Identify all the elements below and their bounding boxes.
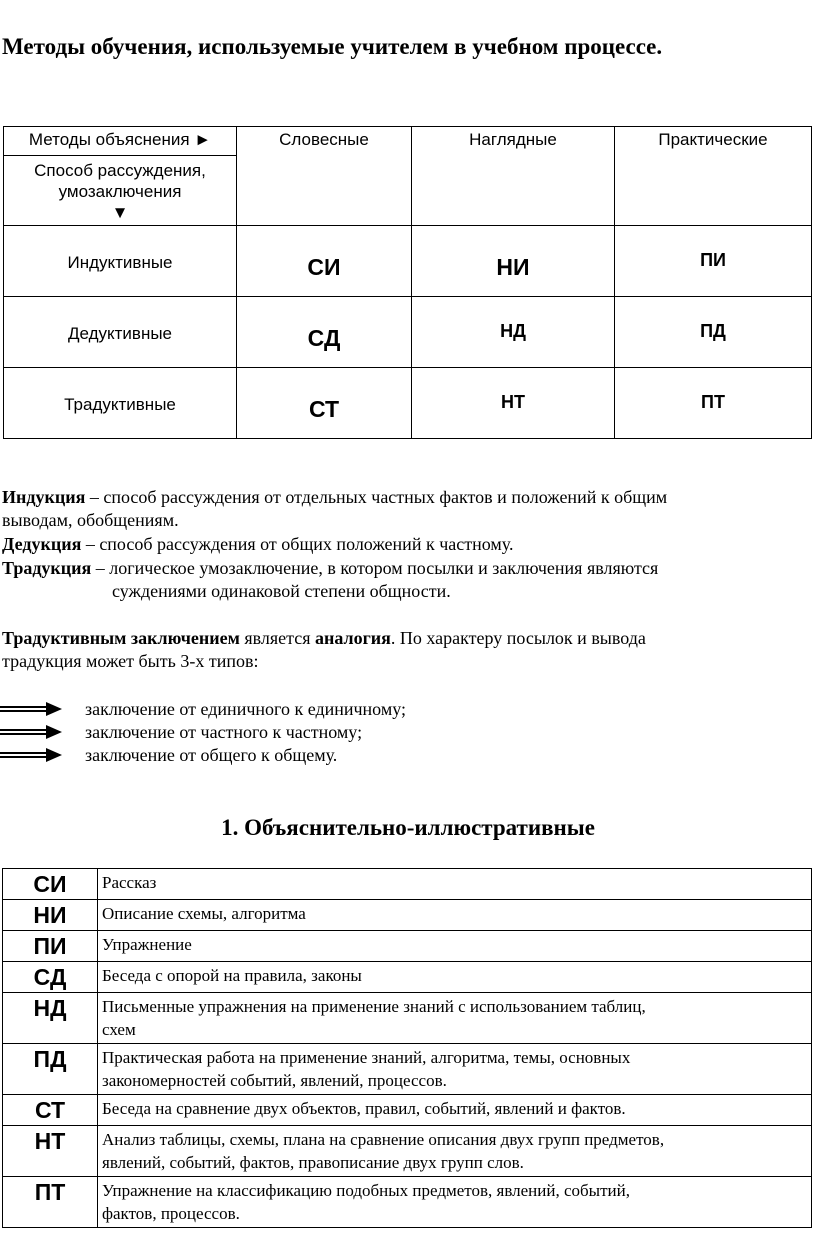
matrix-cell: ПД [615, 297, 812, 368]
traduction-definition [2, 557, 658, 580]
method-description: Беседа на сравнение двух объектов, правил, событий, явлений и фактов. [98, 1095, 812, 1126]
matrix-cell: ПИ [615, 226, 812, 297]
corner-bottom-label [4, 156, 236, 223]
method-description: Упражнение на классификацию подобных предметов, явлений, событий, фактов, процессов. [98, 1177, 812, 1228]
analogy-paragraph [2, 627, 646, 673]
method-code: ПИ [3, 931, 98, 962]
method-description: Практическая работа на применение знаний, алгоритма, темы, основных закономерностей событий, явлений, процессов. [98, 1044, 812, 1095]
double-arrow-icon [0, 724, 62, 740]
double-arrow-icon [0, 701, 62, 717]
table-row [3, 931, 812, 962]
method-description: Упражнение [98, 931, 812, 962]
methods-list-table [2, 868, 812, 1228]
analogy-mid: является [239, 628, 315, 648]
traduction-text: – логическое умозаключение, в котором посылки и заключения являются [91, 558, 659, 578]
induction-definition [2, 486, 667, 532]
induction-term: Индукция [2, 487, 86, 507]
table-row [3, 1126, 812, 1177]
corner-bottom-line1: Способ рассуждения, [34, 161, 206, 180]
method-code: СИ [3, 869, 98, 900]
method-code: ПТ [3, 1177, 98, 1228]
matrix-cell: НД [412, 297, 615, 368]
analogy-text-cont: традукция может быть 3-х типов: [2, 651, 259, 671]
analogy-term-2: аналогия [315, 628, 391, 648]
deduction-definition [2, 533, 513, 556]
table-row [3, 1177, 812, 1228]
method-code: НТ [3, 1126, 98, 1177]
method-description: Письменные упражнения на применение знаний с использованием таблиц, схем [98, 993, 812, 1044]
deduction-text: – способ рассуждения от общих положений к частному. [81, 534, 514, 554]
matrix-cell: СТ [237, 368, 412, 439]
traduction-term: Традукция [2, 558, 92, 578]
table-row [3, 869, 812, 900]
methods-matrix-table [3, 126, 812, 439]
column-header-visual: Наглядные [412, 127, 615, 226]
corner-top-label: Методы объяснения ► [28, 130, 212, 149]
induction-text-cont: выводам, обобщениям. [2, 510, 179, 530]
method-code: ПД [3, 1044, 98, 1095]
column-header-verbal: Словесные [237, 127, 412, 226]
matrix-cell: НТ [412, 368, 615, 439]
page-title: Методы обучения, используемые учителем в учебном процессе. [2, 34, 663, 59]
analogy-text: . По характеру посылок и вывода [390, 628, 646, 648]
matrix-cell: СИ [237, 226, 412, 297]
method-description: Описание схемы, алгоритма [98, 900, 812, 931]
row-header-deductive: Дедуктивные [4, 297, 237, 368]
method-description: Анализ таблицы, схемы, плана на сравнение описания двух групп предметов, явлений, событий, фактов, правописание двух групп слов. [98, 1126, 812, 1177]
section-heading: 1. Объяснительно-иллюстративные [221, 815, 595, 840]
table-row [3, 1095, 812, 1126]
method-code: НД [3, 993, 98, 1044]
matrix-cell: НИ [412, 226, 615, 297]
analogy-term-1: Традуктивным заключением [2, 628, 240, 648]
row-header-inductive: Индуктивные [4, 226, 237, 297]
matrix-cell: СД [237, 297, 412, 368]
matrix-cell: ПТ [615, 368, 812, 439]
deduction-term: Дедукция [2, 534, 82, 554]
double-arrow-icon [0, 747, 62, 763]
type-text: заключение от общего к общему. [85, 745, 338, 765]
method-description: Рассказ [98, 869, 812, 900]
down-arrow-icon: ▼ [111, 203, 129, 222]
column-header-practical: Практические [615, 127, 812, 226]
table-row [3, 962, 812, 993]
method-code: СД [3, 962, 98, 993]
table-row [3, 900, 812, 931]
method-code: НИ [3, 900, 98, 931]
row-header-traductive: Традуктивные [4, 368, 237, 439]
method-code: СТ [3, 1095, 98, 1126]
induction-text: – способ рассуждения от отдельных частных фактов и положений к общим [85, 487, 668, 507]
traduction-text-cont: суждениями одинаковой степени общности. [112, 581, 451, 601]
corner-bottom-line2: умозаключения [58, 182, 182, 201]
method-description: Беседа с опорой на правила, законы [98, 962, 812, 993]
table-row [3, 993, 812, 1044]
matrix-corner-cell [4, 127, 237, 226]
type-text: заключение от частного к частному; [85, 722, 363, 742]
table-row [3, 1044, 812, 1095]
type-text: заключение от единичного к единичному; [85, 699, 406, 719]
